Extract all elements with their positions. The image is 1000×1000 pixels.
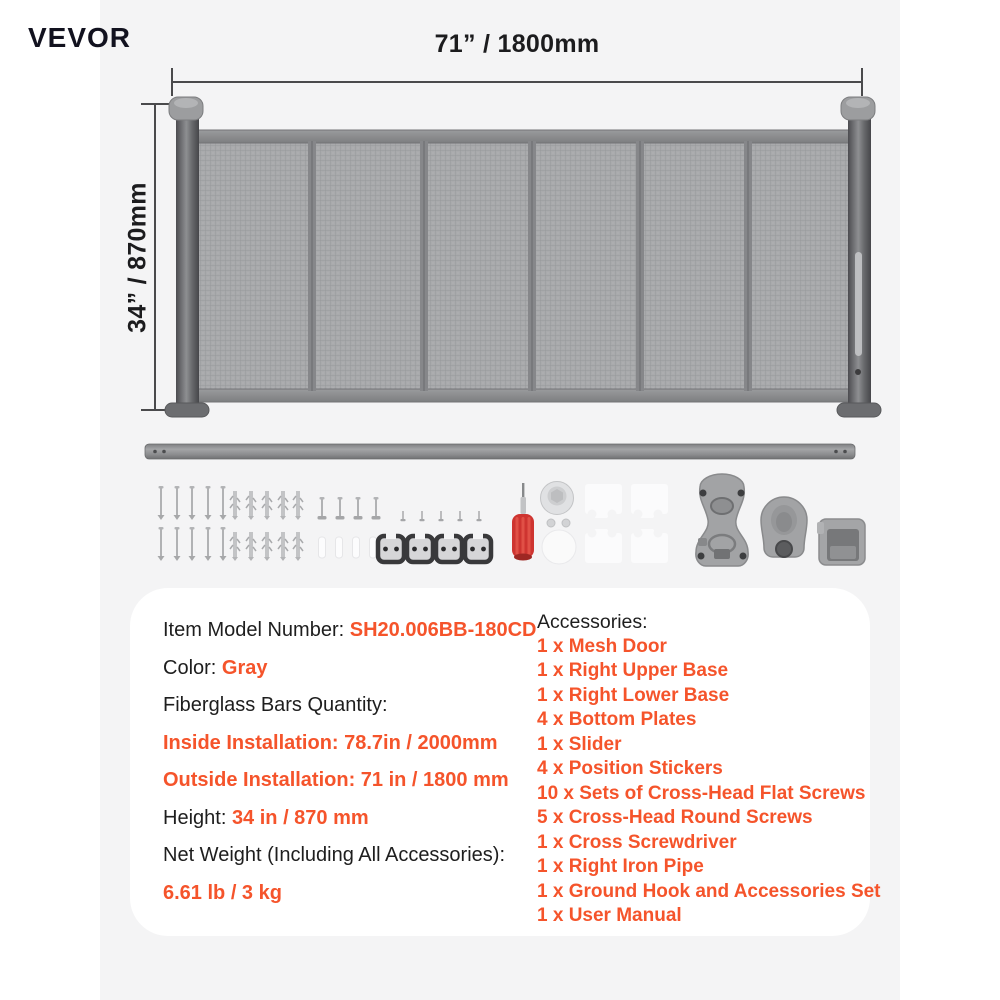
slider	[817, 519, 865, 565]
right-lower-base	[761, 497, 807, 557]
ground-hook-set	[541, 482, 577, 565]
accessories-list	[537, 610, 881, 929]
right-upper-base	[696, 474, 748, 566]
latch-pin	[855, 369, 861, 375]
bottom-feet	[165, 403, 881, 417]
brand-logo: VEVOR	[28, 22, 132, 53]
accessory-item: 1 x Ground Hook and Accessories Set	[537, 880, 881, 902]
width-dimension-line	[172, 68, 862, 96]
spec-line-inside-installation: Inside Installation: 78.7in / 2000mm	[163, 731, 498, 754]
accessory-item: 1 x Mesh Door	[537, 635, 667, 657]
spec-card	[130, 588, 881, 936]
width-dimension-label: 71” / 1800mm	[434, 30, 600, 58]
position-stickers-group	[585, 484, 668, 563]
bottom-rail	[198, 389, 850, 402]
small-screws-group	[400, 511, 481, 521]
spec-line-model: Item Model Number: SH20.006BB-180CD	[163, 619, 537, 641]
height-dimension-label: 34” / 870mm	[123, 182, 152, 333]
spec-line-weight-value: 6.61 lb / 3 kg	[163, 881, 282, 904]
round-screws-group	[318, 497, 381, 520]
accessory-item: 1 x User Manual	[537, 905, 682, 926]
accessory-item: 4 x Position Stickers	[537, 758, 723, 779]
plastic-sleeves-group	[319, 537, 377, 558]
iron-pipe	[145, 444, 855, 459]
cross-screwdriver	[512, 483, 534, 561]
accessory-item: 1 x Slider	[537, 733, 622, 755]
accessory-item: 4 x Bottom Plates	[537, 709, 697, 730]
accessory-item: 10 x Sets of Cross-Head Flat Screws	[537, 782, 866, 804]
latch-slot	[855, 252, 862, 356]
flat-screws-group	[158, 486, 227, 561]
accessories-items	[537, 635, 881, 929]
bottom-plates-group	[378, 533, 491, 562]
spec-line-outside-installation: Outside Installation: 71 in / 1800 mm	[163, 769, 509, 791]
left-roller-pole	[176, 110, 199, 410]
top-caps	[169, 97, 875, 120]
top-rail	[198, 130, 850, 143]
accessory-item: 5 x Cross-Head Round Screws	[537, 807, 813, 828]
accessory-item: 1 x Right Iron Pipe	[537, 856, 704, 877]
accessory-item: 1 x Cross Screwdriver	[537, 831, 737, 853]
wall-anchors-group	[230, 491, 303, 561]
accessory-item: 1 x Right Upper Base	[537, 660, 729, 681]
accessory-item: 1 x Right Lower Base	[537, 684, 730, 706]
spec-line-bars-quantity: Fiberglass Bars Quantity:	[163, 694, 388, 716]
mesh-panel	[198, 130, 850, 402]
spec-list	[163, 612, 543, 912]
spec-line-color: Color: Gray	[163, 656, 268, 679]
spec-line-height: Height: 34 in / 870 mm	[163, 806, 369, 829]
accessories-title: Accessories:	[537, 611, 648, 633]
mesh-gate-illustration	[165, 97, 881, 417]
spec-line-net-weight: Net Weight (Including All Accessories):	[163, 844, 506, 866]
